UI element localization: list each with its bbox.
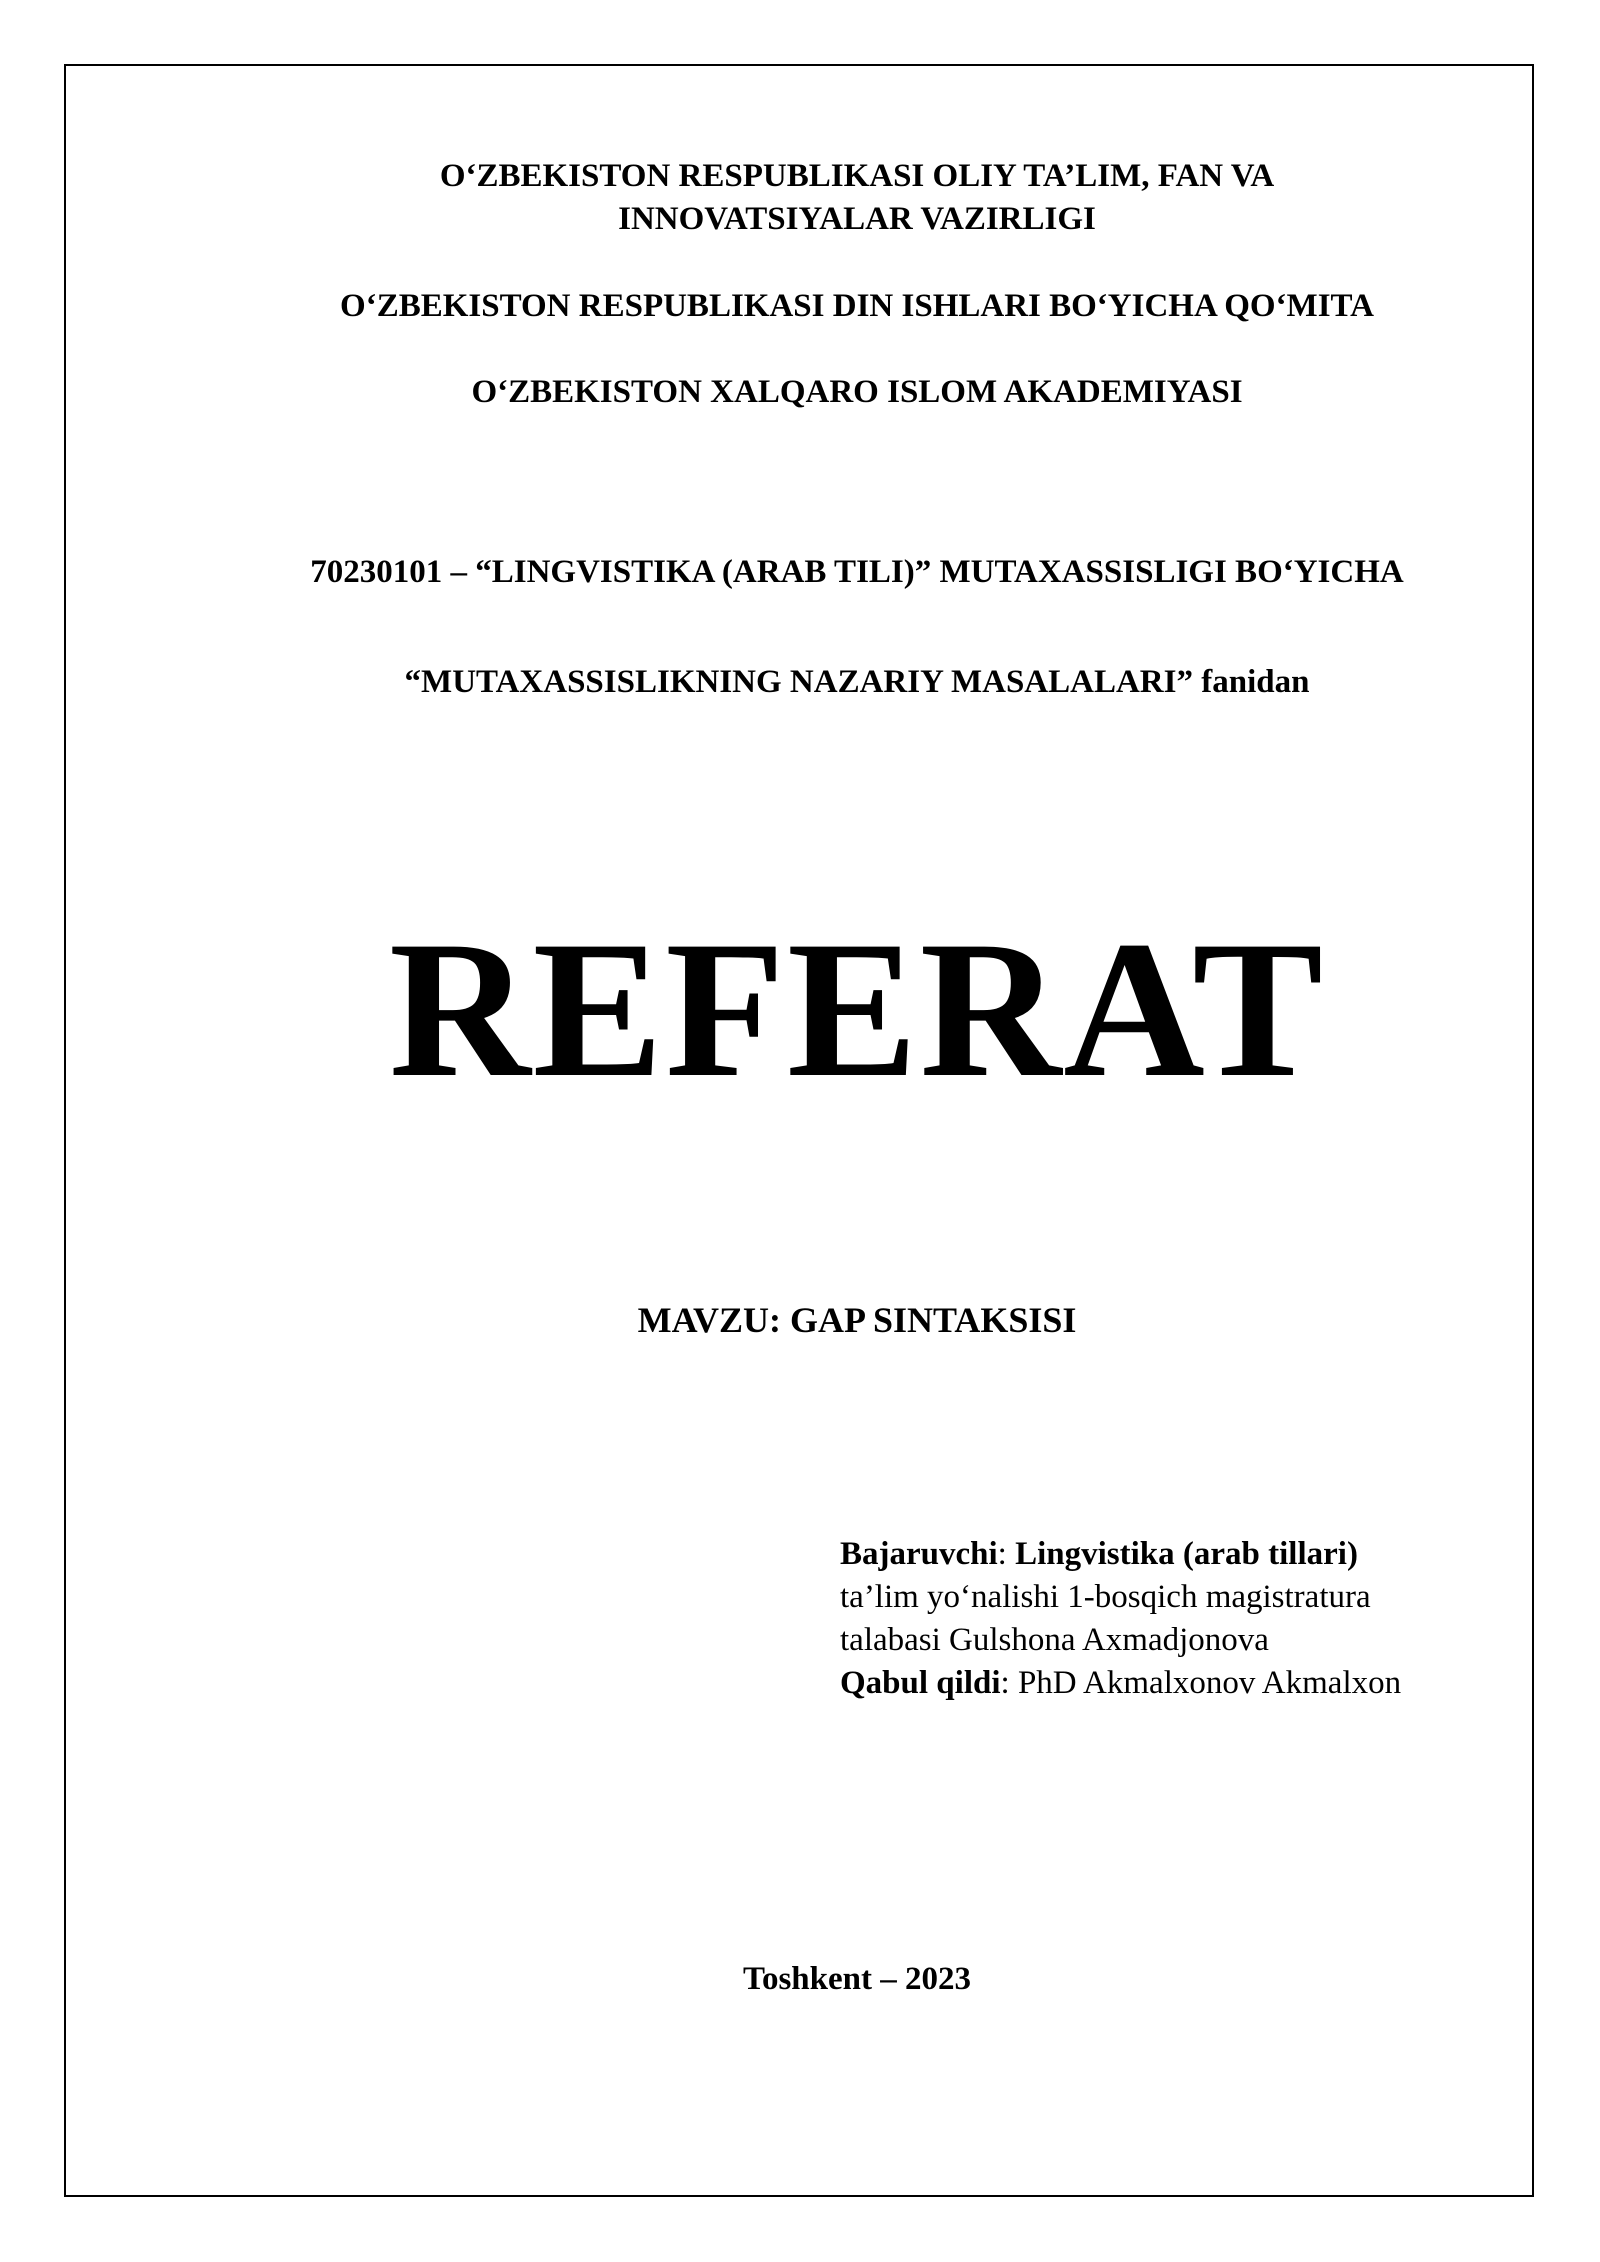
performer-line-3: talabasi Gulshona Axmadjonova [840, 1622, 1269, 1658]
topic-line: MAVZU: GAP SINTAKSISI [637, 1300, 1077, 1340]
document-type-title: REFERAT [388, 901, 1325, 1118]
reviewer-row [840, 1662, 1401, 1705]
place-and-year: Toshkent – 2023 [742, 1961, 972, 1997]
reviewer-name: PhD Akmalxonov Akmalxon [1017, 1665, 1402, 1701]
performer-separator: : [997, 1536, 1016, 1572]
reviewer-label: Qabul qildi [840, 1665, 1001, 1701]
author-info-block [840, 1533, 1401, 1705]
ministry-title-line-1: O‘ZBEKISTON RESPUBLIKASI OLIY TA’LIM, FAN VA [439, 158, 1275, 194]
ministry-title-line-2: INNOVATSIYALAR VAZIRLIGI [618, 201, 1096, 237]
reviewer-separator: : [1000, 1665, 1018, 1701]
academy-title: O‘ZBEKISTON XALQARO ISLOM AKADEMIYASI [471, 374, 1243, 410]
performer-label: Bajaruvchi [840, 1536, 998, 1572]
committee-title: O‘ZBEKISTON RESPUBLIKASI DIN ISHLARI BO‘YICHA QO‘MITA [340, 288, 1374, 324]
performer-row [840, 1533, 1401, 1576]
performer-line-2: ta’lim yo‘nalishi 1-bosqich magistratura [840, 1579, 1371, 1615]
performer-program: Lingvistika (arab tillari) [1015, 1536, 1358, 1572]
specialty-line: 70230101 – “LINGVISTIKA (ARAB TILI)” MUTAXASSISLIGI BO‘YICHA [310, 554, 1404, 590]
subject-line: “MUTAXASSISLIKNING NAZARIY MASALALARI” fanidan [404, 664, 1310, 700]
